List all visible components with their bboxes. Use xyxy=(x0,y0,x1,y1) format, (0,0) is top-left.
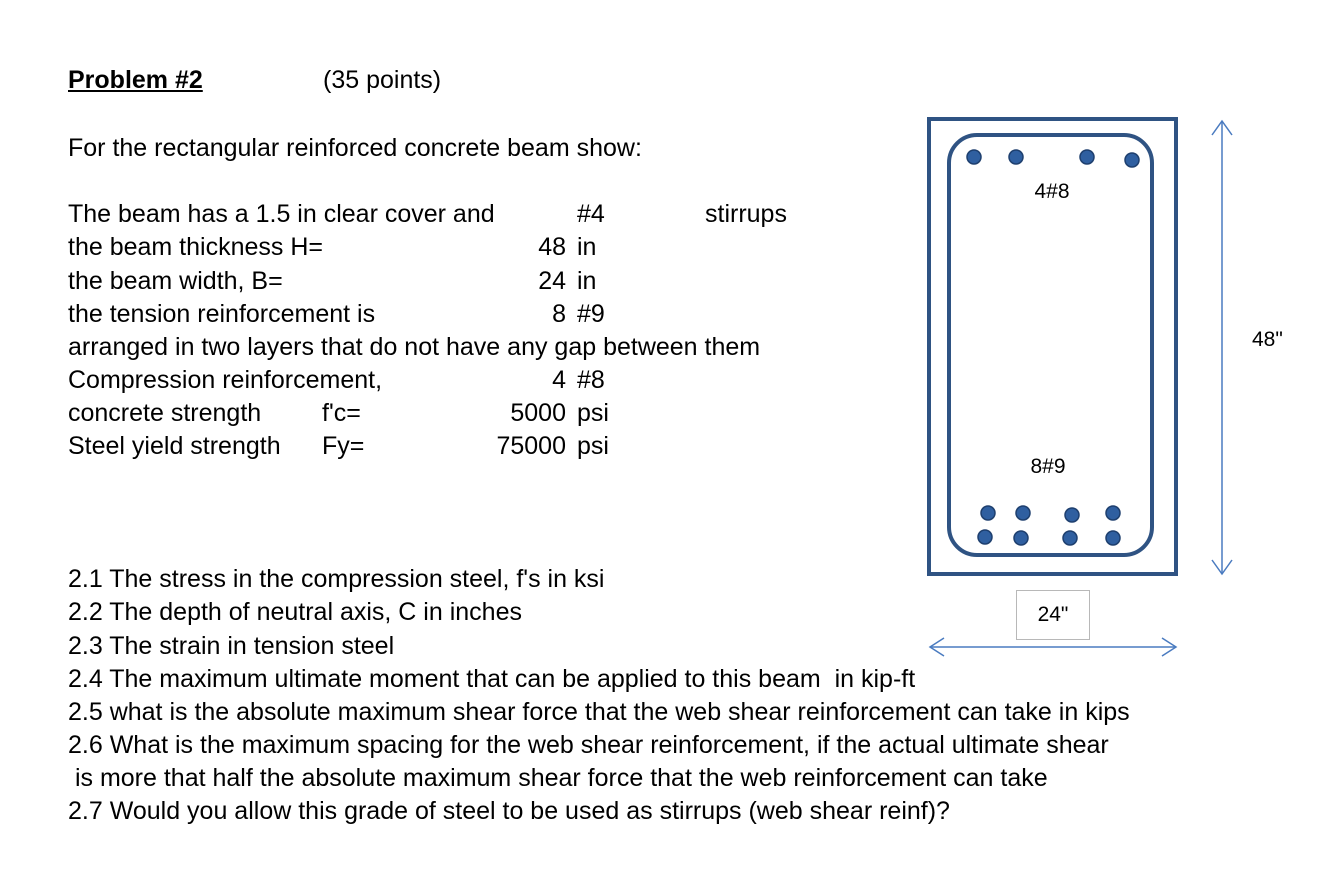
tension-bar-1 xyxy=(981,506,995,520)
thickness-value: 48 xyxy=(538,233,566,261)
stirrup-word: stirrups xyxy=(705,200,787,228)
width-dim-label: 24" xyxy=(1016,590,1090,640)
width-unit: in xyxy=(577,267,597,295)
tension-bar-5 xyxy=(978,530,992,544)
question-2-1: 2.1 The stress in the compression steel, f's in ksi xyxy=(68,565,605,593)
question-2-4: 2.4 The maximum ultimate moment that can be applied to this beam in kip-ft xyxy=(68,665,916,693)
compression-bar-4 xyxy=(1125,153,1139,167)
fy-unit: psi xyxy=(577,432,609,460)
layers-text: arranged in two layers that do not have any gap between them xyxy=(68,333,761,361)
cover-text: The beam has a 1.5 in clear cover and xyxy=(68,200,495,228)
question-2-6: 2.6 What is the maximum spacing for the web shear reinforcement, if the actual ultimate shear xyxy=(68,731,1109,759)
tension-bar-8 xyxy=(1106,531,1120,545)
fc-symbol: f'c= xyxy=(322,399,361,427)
height-dim-label: 48" xyxy=(1252,328,1283,351)
problem-points: (35 points) xyxy=(323,66,442,94)
compression-bar-2 xyxy=(1009,150,1023,164)
fy-label: Steel yield strength xyxy=(68,432,281,460)
tension-bar-3 xyxy=(1065,508,1079,522)
thickness-unit: in xyxy=(577,233,597,261)
bottom-bars-label: 8#9 xyxy=(1030,455,1066,478)
stirrup-bar: #4 xyxy=(577,200,605,228)
tension-bar-7 xyxy=(1063,531,1077,545)
compression-count: 4 xyxy=(552,366,566,394)
compression-bar: #8 xyxy=(577,366,605,394)
question-2-6-cont: is more that half the absolute maximum shear force that the web reinforcement can take xyxy=(68,764,1048,792)
question-2-3: 2.3 The strain in tension steel xyxy=(68,632,395,660)
intro-text: For the rectangular reinforced concrete beam show: xyxy=(68,134,642,162)
tension-bar-6 xyxy=(1014,531,1028,545)
fc-value: 5000 xyxy=(510,399,566,427)
question-2-7: 2.7 Would you allow this grade of steel to be used as stirrups (web shear reinf)? xyxy=(68,797,950,825)
fc-unit: psi xyxy=(577,399,609,427)
tension-bar: #9 xyxy=(577,300,605,328)
top-bars-label: 4#8 xyxy=(1034,180,1070,203)
fy-value: 75000 xyxy=(496,432,566,460)
width-value: 24 xyxy=(538,267,566,295)
question-2-5: 2.5 what is the absolute maximum shear force that the web shear reinforcement can take in kips xyxy=(68,698,1130,726)
thickness-label: the beam thickness H= xyxy=(68,233,323,261)
compression-bar-1 xyxy=(967,150,981,164)
compression-bar-3 xyxy=(1080,150,1094,164)
tension-bar-2 xyxy=(1016,506,1030,520)
compression-label: Compression reinforcement, xyxy=(68,366,383,394)
width-label: the beam width, B= xyxy=(68,267,283,295)
tension-bar-4 xyxy=(1106,506,1120,520)
fy-symbol: Fy= xyxy=(322,432,365,460)
question-2-2: 2.2 The depth of neutral axis, C in inches xyxy=(68,598,522,626)
tension-count: 8 xyxy=(552,300,566,328)
fc-label: concrete strength xyxy=(68,399,262,427)
tension-label: the tension reinforcement is xyxy=(68,300,376,328)
problem-title: Problem #2 xyxy=(68,66,203,94)
